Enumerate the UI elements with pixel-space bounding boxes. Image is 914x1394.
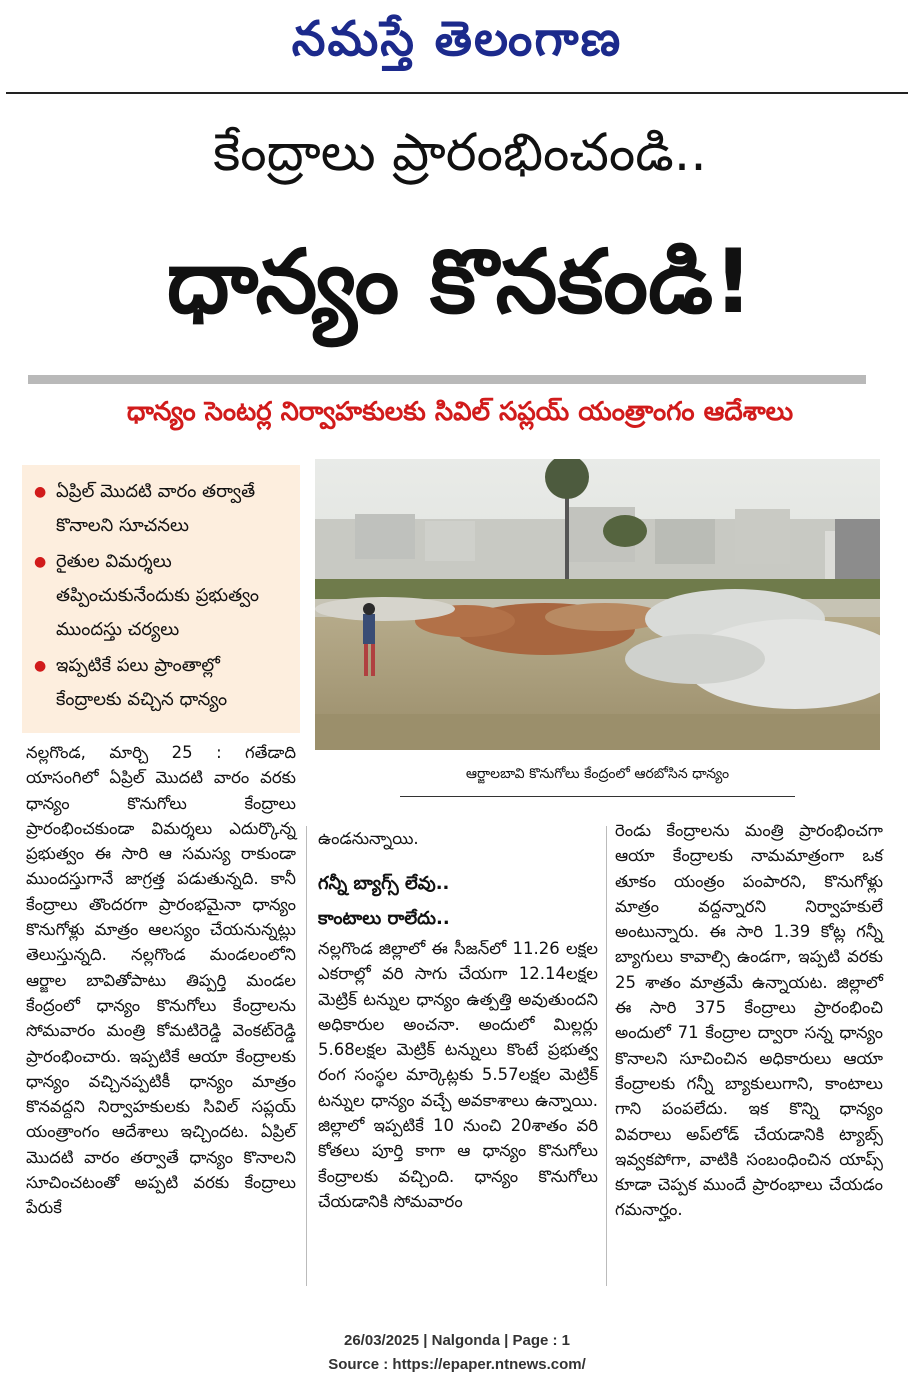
headline-line-1: కేంద్రాలు ప్రారంభించండి.. bbox=[213, 123, 707, 183]
highlights-list bbox=[22, 465, 300, 717]
article-column-2: నల్లగొండ జిల్లాలో ఈ సీజన్‌లో 11.26 లక్షల ఎకరాల్లో వరి సాగు చేయగా 12.14లక్షల మెట్రిక్ టన్నుల ధాన్యం ఉత్పత్తి అవుతుందని అధికారుల అంచనా. అందులో మిల్లర్లు 5.68లక్షల మెట్రిక్ టన్నులు కొంటే ప్రభుత్వ రంగ సంస్థల మార్కెట్లకు 5.57లక్షల మెట్రిక్ టన్నుల ధాన్యం వచ్చే అవకాశాలు ఉన్నాయి. జిల్లాలో ఇప్పటికే 10 నుంచి 20శాతం వరి కోతలు పూర్తి కాగా ఆ ధాన్యం కొనుగోలు కేంద్రాలకు వచ్చింది. ధాన్యం కొనుగోలు చేయడానికి సోమవారం bbox=[318, 939, 598, 1211]
paddy-field-photo bbox=[315, 459, 880, 750]
column-divider bbox=[606, 826, 607, 1286]
headline-line-2: ధాన్యం కొనకండి! bbox=[166, 230, 754, 333]
caption-underline bbox=[400, 796, 795, 797]
news-photo bbox=[315, 459, 880, 750]
section-heading-line-1: గన్నీ బ్యాగ్స్ లేవు.. bbox=[318, 873, 450, 894]
footer-date-edition: 26/03/2025 | Nalgonda | Page : 1 bbox=[344, 1332, 570, 1349]
section-heading-line-2: కాంటాలు రాలేదు.. bbox=[318, 908, 450, 929]
masthead-logo: నమస్తే తెలంగాణ bbox=[291, 11, 623, 67]
column-divider bbox=[306, 826, 307, 1286]
article-column-1: నల్లగొండ, మార్చి 25 : గతేడాది యాసంగిలో ఏప్రిల్ మొదటి వారం వరకు ధాన్యం కొనుగోలు కేంద్రాలు ప్రారంభించకుండా విమర్శలు ఎదుర్కొన్న ప్రభుత్వం ఈ సారి ఆ సమస్య రాకుండా ముందస్తుగానే జాగ్రత్త పడుతున్నది. కానీ కేంద్రాలు తొందరగా ప్రారంభమైనా ధాన్యం కొనుగోళ్లు మాత్రం ఆలస్యం చేయనున్నట్లు తెలుస్తున్నది. నల్లగొండ మండలంలోని ఆర్జాల బావితోపాటు తిప్పర్తి మండల కేంద్రంలో ధాన్యం కొనుగోలు కేంద్రాలను సోమవారం మంత్రి కోమటిరెడ్డి వెంకట్‌రెడ్డి ప్రారంభించారు. ఇప్పటికే ఆయా కేంద్రాలకు ధాన్యం వచ్చినప్పటికీ ధాన్యం మాత్రం కొనవద్దని నిర్వాహకులకు సివిల్ సప్లయ్ యంత్రాంగం ఆదేశాలు ఇచ్చిందట. ఏప్రిల్ మొదటి వారం తర్వాతే ధాన్యం కొనాలని సూచించటంతో అప్పటి వరకు కేంద్రాలు పేరుకే bbox=[26, 743, 296, 1218]
article-column-2-top: ఉండనున్నాయి. bbox=[318, 829, 419, 848]
headline-divider bbox=[28, 375, 866, 384]
highlight-item: ● ఏప్రిల్ మొదటి వారం తర్వాతే కొనాలని సూచనలు bbox=[34, 475, 290, 543]
photo-caption: ఆర్జాలబావి కొనుగోలు కేంద్రంలో ఆరబోసిన ధాన్యం bbox=[465, 766, 730, 782]
highlight-item: ● ఇప్పటికే పలు ప్రాంతాల్లో కేంద్రాలకు వచ్చిన ధాన్యం bbox=[34, 649, 290, 717]
subheadline: ధాన్యం సెంటర్ల నిర్వాహకులకు సివిల్ సప్లయ్ యంత్రాంగం ఆదేశాలు bbox=[126, 397, 794, 427]
highlights-box bbox=[22, 465, 300, 733]
section-heading bbox=[318, 866, 598, 936]
highlight-item: ● రైతుల విమర్శలు తప్పించుకునేందుకు ప్రభుత్వం ముందస్తు చర్యలు bbox=[34, 545, 290, 647]
footer bbox=[0, 1329, 914, 1377]
masthead-divider bbox=[6, 92, 908, 94]
footer-source: Source : https://epaper.ntnews.com/ bbox=[328, 1356, 586, 1373]
article-column-3: రెండు కేంద్రాలను మంత్రి ప్రారంభించగా ఆయా కేంద్రాలకు నామమాత్రంగా ఒక తూకం యంత్రం పంపారని, కొనుగోళ్లు మాత్రం వద్దన్నారని నిర్వాహకులే అంటున్నారు. ఈ సారి 1.39 కోట్ల గన్నీ బ్యాగులు కావాల్సి ఉండగా, ఇప్పటి వరకు 25 శాతం మాత్రమే ఉన్నాయట. జిల్లాలో ఈ సారి 375 కేంద్రాలు ప్రారంభించి అందులో 71 కేంద్రాల ద్వారా సన్న ధాన్యం కొనాలని సూచించిన అధికారులు ఆయా కేంద్రాలకు గన్నీ బ్యాకులుగాని, కాంటాలు గాని పంపలేదు. ఇక కొన్ని ధాన్యం వివరాలు అప్‌లోడ్ చేయడానికి ట్యాబ్స్ ఇవ్వకపోగా, వాటికి సంబంధించిన యాప్స్ కూడా చెప్పక ముందే ప్రారంభాలు చేయడం గమనార్హం. bbox=[615, 821, 883, 1220]
